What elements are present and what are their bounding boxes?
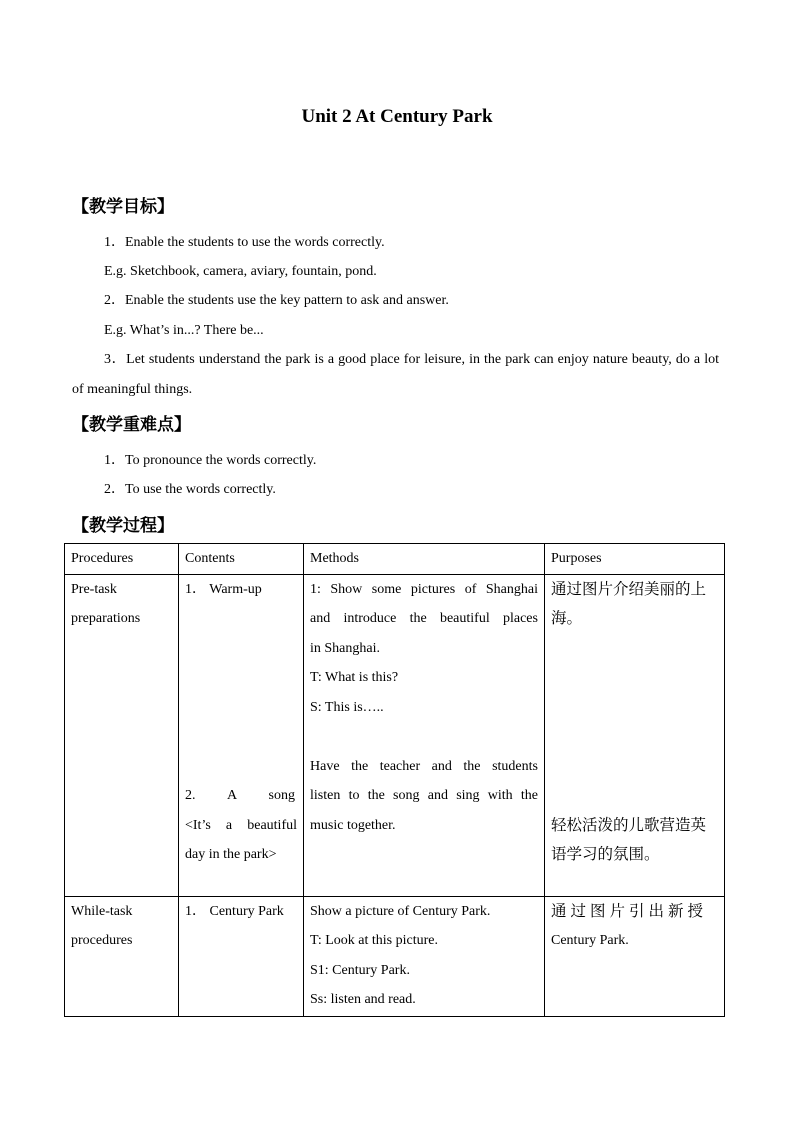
header-contents: Contents [179, 544, 304, 575]
objective-3: 3．Let students understand the park is a good place for leisure, in the park can enjoy nature beauty, do a lot of meaningful things. [72, 352, 719, 397]
procedure-table [64, 543, 725, 1017]
key-point-1: 1．To pronounce the words correctly. [104, 453, 317, 468]
table-header-row [65, 544, 725, 575]
row2-purposes: 通过图片引出新授 Century Park. [545, 896, 725, 1016]
row1-contents: 1． Warm-up 2. A song <It’s a beautiful day in the park> [179, 574, 304, 896]
page-title: Unit 2 At Century Park [301, 106, 493, 127]
header-purposes: Purposes [545, 544, 725, 575]
objective-1-example: E.g. Sketchbook, camera, aviary, fountain, pond. [104, 264, 377, 279]
row2-contents: 1． Century Park [179, 896, 304, 1016]
header-methods: Methods [304, 544, 545, 575]
row1-procedure: Pre-task preparations [65, 574, 179, 896]
heading-objectives: 【教学目标】 [72, 197, 174, 217]
objective-2-example: E.g. What’s in...? There be... [104, 323, 264, 338]
objective-2: 2．Enable the students use the key pattern to ask and answer. [104, 293, 449, 308]
objective-1: 1．Enable the students to use the words correctly. [104, 235, 385, 250]
table-row [65, 896, 725, 1016]
header-procedures: Procedures [65, 544, 179, 575]
row1-methods: 1: Show some pictures of Shanghai and introduce the beautiful places in Shanghai. T: What is this? S: This is….. Have the teacher and the students listen to the song and sing with the music together. [304, 574, 545, 896]
content-song: 2. A song [185, 788, 295, 803]
content-warm-up: 1． Warm-up [185, 581, 262, 597]
table-row [65, 574, 725, 896]
row2-methods: Show a picture of Century Park. T: Look at this picture. S1: Century Park. Ss: listen and read. [304, 896, 545, 1016]
key-point-2: 2．To use the words correctly. [104, 482, 276, 497]
row2-procedure: While-task procedures [65, 896, 179, 1016]
heading-process: 【教学过程】 [72, 516, 174, 536]
row1-purposes: 通过图片介绍美丽的上 海。 轻松活泼的儿歌营造英 语学习的氛围。 [545, 574, 725, 896]
heading-key-points: 【教学重难点】 [72, 415, 191, 435]
